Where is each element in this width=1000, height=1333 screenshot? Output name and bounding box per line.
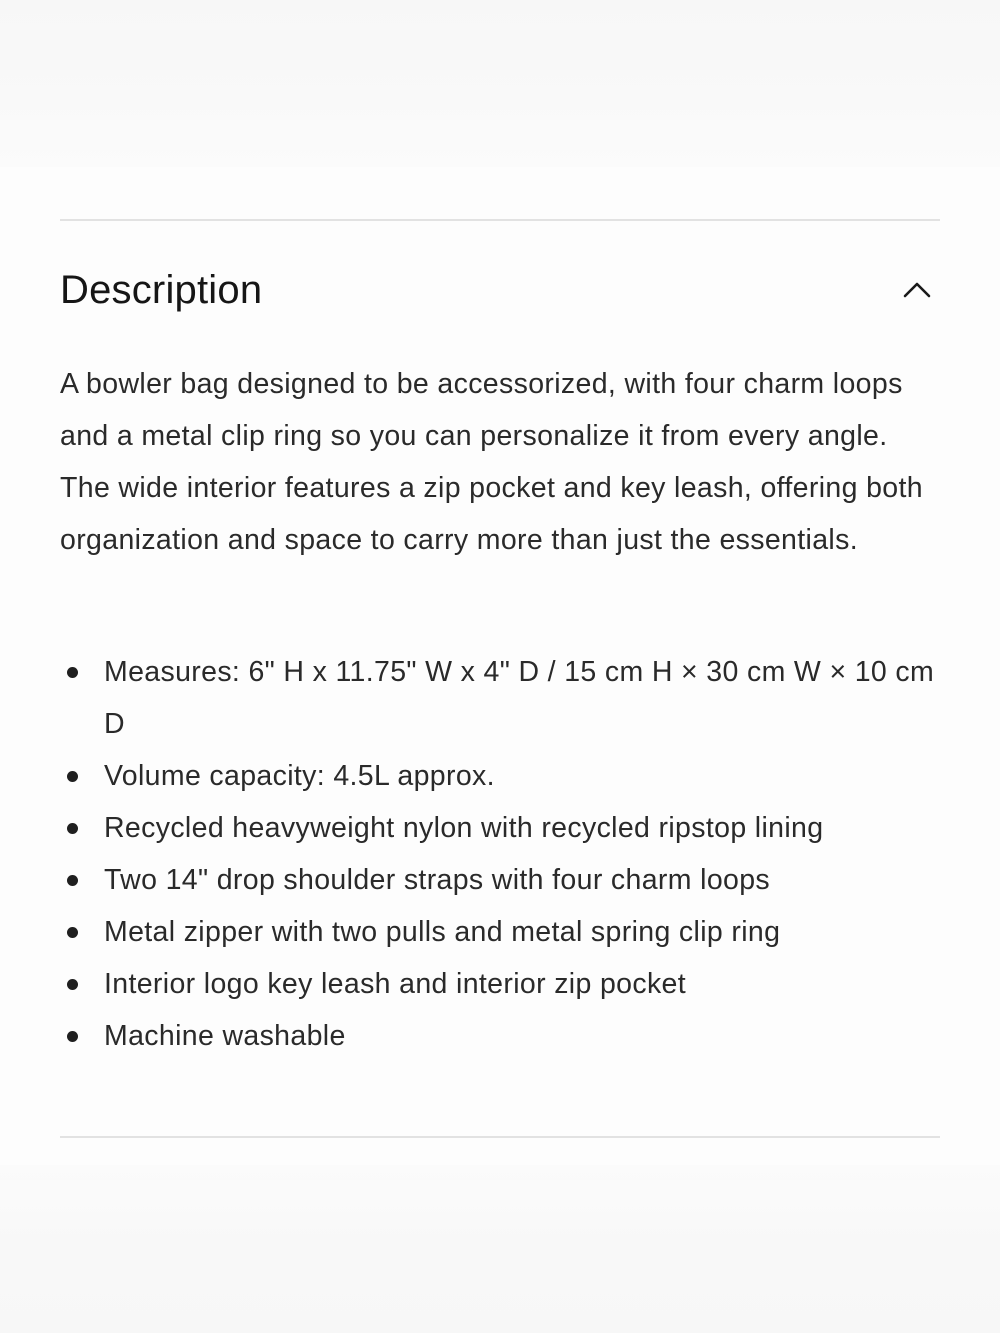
page-background-bottom: [0, 1165, 1000, 1333]
bullet-icon: [67, 927, 78, 938]
feature-text: Measures: 6" H x 11.75" W x 4" D / 15 cm H × 30 cm W × 10 cm D: [104, 656, 935, 740]
feature-list: [60, 646, 940, 1062]
description-accordion-toggle[interactable]: [60, 258, 940, 322]
feature-text: Two 14" drop shoulder straps with four charm loops: [104, 864, 771, 896]
feature-text: Volume capacity: 4.5L approx.: [104, 760, 495, 792]
product-description: A bowler bag designed to be accessorized, with four charm loops and a metal clip ring so you can personalize it from every angle. The wide interior features a zip pocket and key leash, offering both organization and space to carry more than just the essentials.: [60, 368, 923, 556]
bullet-icon: [67, 875, 78, 886]
section-title: Description: [60, 267, 263, 312]
feature-text: Interior logo key leash and interior zip pocket: [104, 968, 687, 1000]
chevron-up-icon[interactable]: [902, 275, 932, 305]
bullet-icon: [67, 771, 78, 782]
feature-item: [60, 750, 940, 802]
feature-item: [60, 958, 940, 1010]
bullet-icon: [67, 979, 78, 990]
section-divider-top: [60, 219, 940, 221]
page-background-top: [0, 0, 1000, 167]
feature-item: [60, 854, 940, 906]
feature-item: [60, 646, 940, 750]
feature-text: Machine washable: [104, 1020, 346, 1052]
feature-item: [60, 906, 940, 958]
section-divider-bottom: [60, 1136, 940, 1138]
feature-text: Recycled heavyweight nylon with recycled ripstop lining: [104, 812, 824, 844]
bullet-icon: [67, 667, 78, 678]
feature-item: [60, 802, 940, 854]
bullet-icon: [67, 823, 78, 834]
bullet-icon: [67, 1031, 78, 1042]
feature-item: [60, 1010, 940, 1062]
feature-text: Metal zipper with two pulls and metal spring clip ring: [104, 916, 781, 948]
